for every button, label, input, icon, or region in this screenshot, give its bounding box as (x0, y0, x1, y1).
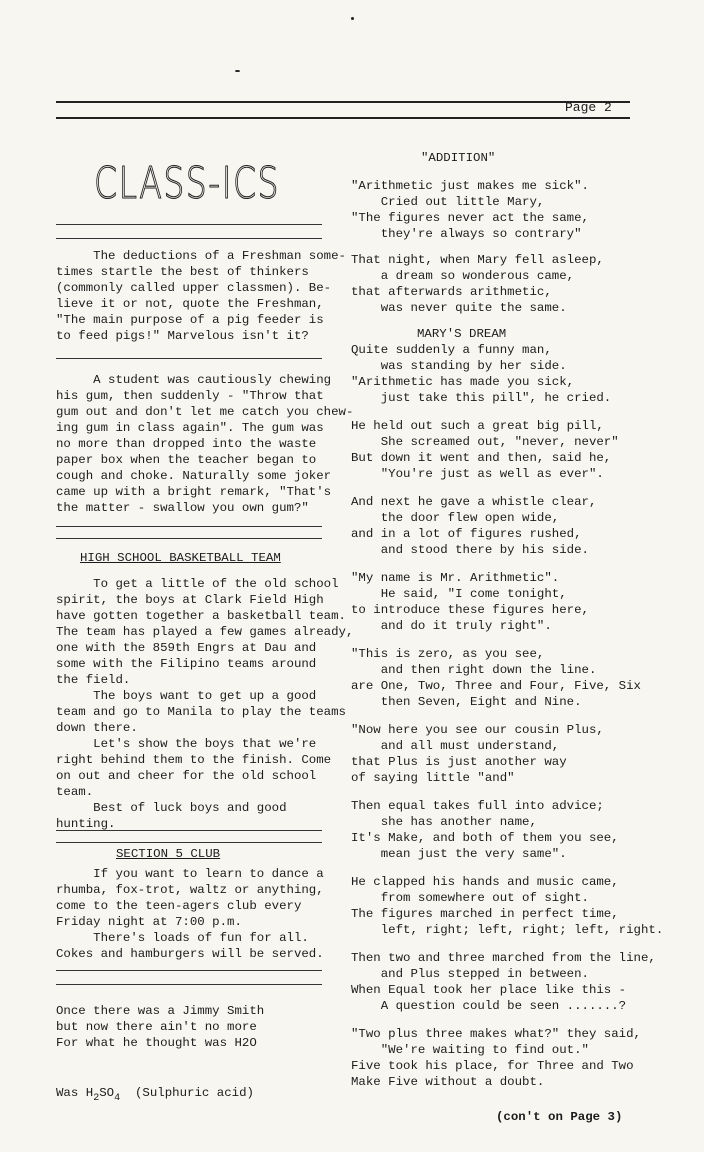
divider (56, 526, 322, 527)
svg-text:CLASS-ICS: CLASS-ICS (94, 158, 280, 209)
divider (56, 224, 322, 225)
header-rule-top (56, 101, 630, 103)
gum-article: A student was cautiously chewing his gum, then suddenly - "Throw that gum out and don't let me catch you chew- ing gum in class again". The gum was no more than dropped into the waste paper box when the teacher began to cough and choke. Naturally some joker came up with a bright remark, "That's the matter - swallow you own gum?" (56, 373, 354, 515)
addition-poem: "ADDITION" "Arithmetic just makes me sick". Cried out little Mary, "The figures never act the same, they're always so contrary" That night, when Mary fell asleep, a dream so wonderous came, that afterwards arithmetic, was never quite the same. MARY'S DREAM Quite suddenly a funny man, was standing by her side. "Arithmetic has made you sick, just take this pill", he cried. He held out such a great big pill, She screamed out, "never, never" But down it went and then, said he, "You're just as well as ever". And next he gave a whistle clear, the door flew open wide, and in a lot of figures rushed, and stood there by his side. "My name is Mr. Arithmetic". He said, "I come tonight, to introduce these figures here, and do it truly right". "This is zero, as you see, and then right down the line. are One, Two, Three and Four, Five, Six then Seven, Eight and Nine. "Now here you see our cousin Plus, and all must understand, that Plus is just another way of saying little "and" Then equal takes full into advice; she has another name, It's Make, and both of them you see, mean just the very same". He clapped his hands and music came, from somewhere out of sight. The figures marched in perfect time, left, right; left, right; left, right. Then two and three marched from the line, and Plus stepped in between. When Equal took her place like this - A question could be seen .......? "Two plus three makes what?" they said, "We're waiting to find out." Five took his place, for Three and Two Make Five without a doubt. (351, 150, 671, 1090)
class-ics-logo (92, 150, 282, 210)
page-number: Page 2 (565, 100, 612, 115)
divider (56, 842, 322, 843)
divider (56, 538, 322, 539)
divider (56, 970, 322, 971)
basketball-title: HIGH SCHOOL BASKETBALL TEAM (80, 551, 281, 565)
divider (56, 830, 322, 831)
divider (56, 358, 322, 359)
sulphuric-acid-line: Was $H_2SO_4$ (Sulphuric acid) (56, 1086, 254, 1104)
ink-speck (235, 70, 240, 72)
basketball-article: HIGH SCHOOL BASKETBALL TEAM To get a little of the old school spirit, the boys at Clark Field High have gotten together a basketball team. The team has played a few games already, one with the 859th Engrs at Dau and some with the Filipino teams around the field. The boys want to get up a good team and go to Manila to play the teams down there. Let's show the boys that we're right behind them to the finish. Come on out and cheer for the old school team. Best of luck boys and good hunting. (56, 550, 356, 832)
divider (56, 984, 322, 985)
jimmy-smith-rhyme: Once there was a Jimmy Smith but now there ain't no more For what he thought was H2O (56, 1004, 265, 1050)
marys-dream-title: MARY'S DREAM (417, 327, 507, 341)
freshman-article: The deductions of a Freshman some- times startle the best of thinkers (commonly called upper classmen). Be- lieve it or not, quote the Freshman, "The main purpose of a pig feeder is to feed pigs!" Marvelous isn't it? (56, 249, 346, 343)
header-rule-bottom (56, 117, 630, 119)
section-club-title: SECTION 5 CLUB (116, 847, 221, 861)
ink-speck (351, 17, 354, 20)
continued-note: (con't on Page 3) (496, 1110, 623, 1124)
section-club-article: SECTION 5 CLUB If you want to learn to dance a rhumba, fox-trot, waltz or anything, come to the teen-agers club every Friday night at 7:00 p.m. There's loads of fun for all. Cokes and hamburgers will be served. (56, 846, 356, 962)
divider (56, 238, 322, 239)
addition-title: "ADDITION" (421, 151, 496, 165)
